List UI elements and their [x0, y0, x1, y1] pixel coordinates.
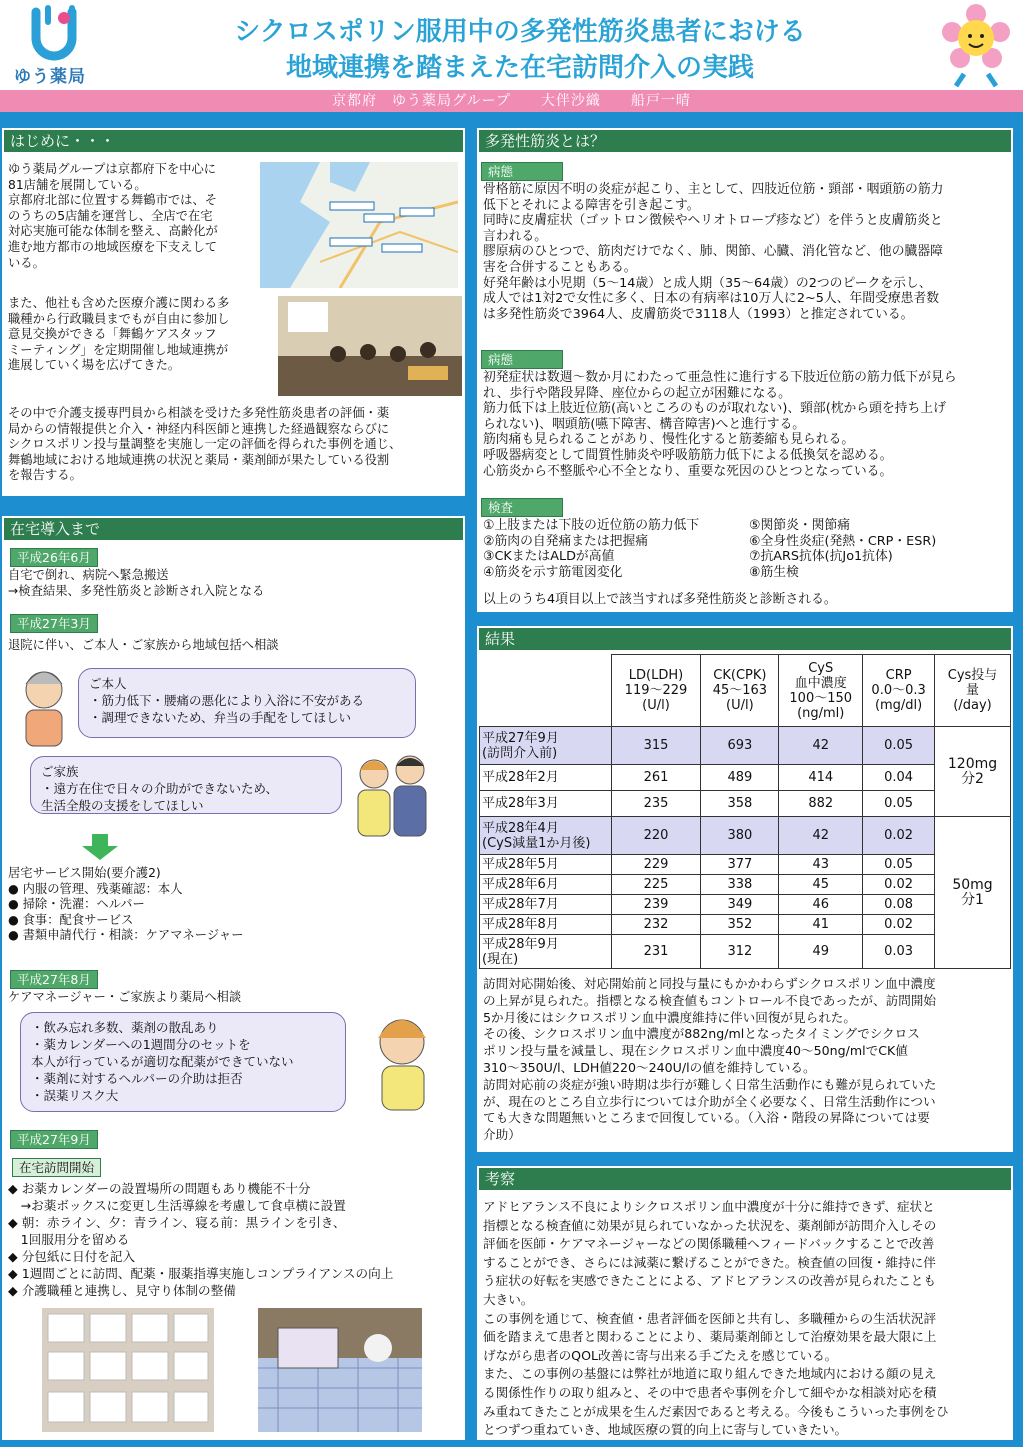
bubble-item: ・筋力低下・腰痛の悪化により入浴に不安がある [89, 693, 365, 708]
poster-header [0, 0, 1023, 92]
text-line: 好発年齢は小児期（5～14歳）と成人期（35～64歳）の2つのピークを示し、 [483, 275, 932, 291]
visit-start-tag: 在宅訪問開始 [12, 1158, 101, 1177]
cell-crp: 0.08 [863, 895, 935, 915]
text-line: げながら患者のQOL改善に寄与出来る手ごたえを感じている。 [483, 1347, 838, 1363]
text-line: 評価を医師・ケアマネージャーなどの関係職種へフィードバックすることで改善 [483, 1236, 935, 1252]
cell-cys: 46 [779, 895, 863, 915]
cell-crp: 0.05 [863, 855, 935, 875]
header-ck [701, 655, 779, 727]
text-line: 筋力低下は上肢近位筋(高いところのものが取れない)、頸部(枕から頭を持ち上げ [483, 401, 946, 417]
text-line: が、現在のところ自立歩行については介助が全く必要なく、日常生活動作につい [483, 1093, 936, 1109]
cell-cys: 45 [779, 875, 863, 895]
results-heading: 結果 [477, 626, 1013, 652]
bubble-item: ・薬剤に対するヘルパーの介助は拒否 [31, 1071, 243, 1086]
h: LD(LDH) [628, 668, 684, 683]
table-header-row [480, 655, 1011, 727]
h: CK(CPK) [713, 668, 767, 683]
text-line: とつずつ重ねていき、地域医療の質的向上に寄与していきたい。 [483, 1422, 848, 1438]
text-line: 意見交換ができる「舞鶴ケアスタッフ [8, 327, 217, 342]
visit-item: ◆ 介護職種と連携し、見守り体制の整備 [8, 1283, 236, 1298]
d3-text: ケアマネージャー・ご家族より薬局へ相談 [8, 990, 242, 1004]
text-line: 京都府北部に位置する舞鶴市では、そ [8, 193, 218, 208]
d: 分2 [961, 770, 984, 787]
text-line: み重ねてきたことが成果を生んだ素因であると考える。今後もこういった事例をひ [483, 1403, 949, 1419]
cell-ld: 235 [611, 791, 701, 817]
text-line: ポリン投与量を減量し、現在シクロスポリン血中濃度40～50ng/mlでCK値 [483, 1043, 908, 1059]
table-row [480, 855, 1011, 875]
header-crp [863, 655, 935, 727]
cell-crp: 0.02 [863, 875, 935, 895]
visit-item: 1回服用分を留める [8, 1232, 130, 1247]
text-line: 言われる。 [483, 228, 547, 244]
text-line: ても大きな問題無いところまで回復している。（入浴・階段の昇降については要 [483, 1110, 930, 1126]
cell-ld: 220 [611, 817, 701, 855]
text-line: することができ、さらには減薬に繋げることができた。検査値の回復・維持に伴 [483, 1254, 936, 1270]
cell-cys: 42 [779, 817, 863, 855]
row-label: 平成28年7月 [480, 895, 612, 915]
text-line: →検査結果、多発性筋炎と診断され入院となる [8, 583, 265, 598]
text-line: る関係性作りの取り組みと、その中で患者や事例を介して細やかな相談対応を積 [483, 1384, 937, 1400]
text-line: 進む地方都市の地域医療を下支えして [8, 239, 218, 254]
date-2015-09: 平成27年9月 [10, 1130, 98, 1149]
title-line-1: シクロスポリン服用中の多発性筋炎患者における [234, 17, 806, 47]
text-line: 初発症状は数週～数か月にわたって亜急性に進行する下肢近位筋の筋力低下が見ら [483, 370, 957, 385]
h: Cys投与 [947, 668, 998, 683]
cell-crp: 0.04 [863, 765, 935, 791]
patient-bubble [78, 668, 416, 738]
table-row [480, 895, 1011, 915]
down-arrow-icon [82, 834, 118, 860]
meeting-photo [278, 296, 462, 396]
results-table [479, 654, 1011, 969]
bubble-item: ・遠方在住で日々の介助ができないため、 [41, 781, 279, 796]
text-line: 指標となる検査値に効果が見られていなかった状況を、薬剤師が訪問介入しその [483, 1217, 937, 1233]
worried-woman-icon [368, 1012, 438, 1112]
service-item: ● 内服の管理、残薬確認：本人 [8, 881, 183, 896]
table-row [480, 935, 1011, 969]
logo-text: ゆう薬局 [14, 67, 86, 87]
cell-crp: 0.02 [863, 915, 935, 935]
family-bubble [30, 756, 342, 814]
text-line: 舞鶴地域における地域連携の状況と薬局・薬剤師が果たしている役割 [8, 452, 390, 467]
row-label: 平成28年2月 [480, 765, 612, 791]
visit-item: ◆ お薬カレンダーの設置場所の問題もあり機能不十分 [8, 1181, 311, 1196]
cell-crp: 0.03 [863, 935, 935, 969]
cell-ck: 312 [701, 935, 779, 969]
l: 平成28年4月 [482, 820, 559, 836]
dose-cell-2 [935, 817, 1011, 969]
l: (訪問介入前) [482, 745, 558, 761]
l: (現在) [482, 951, 519, 967]
visit-item: ◆ 朝：赤ライン、夕：青ライン、寝る前：黒ラインを引き、 [8, 1215, 346, 1230]
text-line: う症状の好転を実感できたことによる、アドヒアランスの改善が見られたことも [483, 1273, 936, 1289]
exam-note: 以上のうち4項目以上で該当すれば多発性筋炎と診断される。 [483, 592, 837, 607]
text-line: ミーティング」を定期開催し地域連携が [8, 342, 229, 357]
bubble-item: ・飲み忘れ多数、薬剤の散乱あり [31, 1020, 219, 1035]
intro-p2 [8, 296, 273, 374]
exam-tag: 検査 [481, 498, 563, 517]
table-row [480, 727, 1011, 765]
medicine-box-photo [258, 1308, 422, 1432]
text-line: は多発性筋炎で3964人、皮膚筋炎で3118人（1993）と推定されている。 [483, 306, 914, 322]
exam-item: ③CKまたはALDが高値 [483, 549, 615, 565]
text-line: 大きい。 [483, 1291, 534, 1307]
exam-item: ⑥全身性炎症(発熱・CRP・ESR) [749, 533, 937, 549]
pharmacy-consult-bubble [20, 1012, 346, 1112]
text-line: 膠原病のひとつで、筋肉だけでなく、肺、関節、心臓、消化管など、他の臓器障 [483, 244, 943, 260]
discussion-panel [477, 1166, 1013, 1440]
text-line: 81店舗を展開している。 [8, 177, 147, 192]
table-row [480, 915, 1011, 935]
flower-mascot-icon [940, 4, 1012, 88]
row-label [480, 935, 612, 969]
table-row [480, 817, 1011, 855]
text-line: 低下とそれによる障害を引き起こす。 [483, 197, 700, 213]
text-line: 訪問対応前の炎症が強い時期は歩行が難しく日常生活動作にも難が見られていた [483, 1076, 937, 1092]
text-line: その後、シクロスポリン血中濃度が882ng/mlとなったタイミングでシクロス [483, 1026, 920, 1042]
visit-item: ◆ 1週間ごとに訪問、配薬・服薬指導実施しコンプライアンスの向上 [8, 1266, 394, 1281]
text-line: いる。 [8, 255, 45, 270]
h: 119～229 [624, 683, 688, 698]
cell-ld: 231 [611, 935, 701, 969]
bubble-item: ・薬カレンダーへの1週間分のセットを [31, 1037, 251, 1052]
row-label: 平成28年8月 [480, 915, 612, 935]
l: (CyS減量1か月後) [482, 835, 591, 851]
text-line: の上昇が見られた。指標となる検査値もコントロール不良であったが、訪問開始 [483, 992, 936, 1008]
d: 120mg [947, 755, 998, 772]
cell-ld: 225 [611, 875, 701, 895]
h: (mg/dl) [874, 698, 923, 713]
cell-ck: 693 [701, 727, 779, 765]
disease-panel [477, 128, 1013, 612]
cell-ld: 229 [611, 855, 701, 875]
text-line: 進展していく場を広げてきた。 [8, 358, 181, 373]
text-line: 局からの情報提供と介入・神経内科医師と連携した経過観察ならびに [8, 421, 390, 436]
table-row [480, 765, 1011, 791]
h: CRP [885, 668, 912, 683]
h: 量 [966, 683, 980, 698]
text-line: 価を踏まえて患者と関わることにより、薬局薬剤師として治療効果を最大限に上 [483, 1329, 937, 1345]
h: (U/l) [726, 698, 754, 713]
text-line: 害を合併することもある。 [483, 259, 637, 275]
disease-heading: 多発性筋炎とは？ [477, 128, 1013, 154]
cell-cys: 882 [779, 791, 863, 817]
h: 0.0～0.3 [871, 683, 926, 698]
discussion-text [483, 1198, 1007, 1440]
pathology-text-2 [483, 370, 1007, 479]
text-line: アドヒアランス不良によりシクロスポリン血中濃度が十分に維持できず、症状と [483, 1199, 935, 1214]
bubble-item: ・調理できないため、弁当の手配をしてほしい [89, 710, 352, 725]
results-panel [477, 626, 1013, 1152]
family-couple-icon [348, 754, 440, 840]
cell-cys: 43 [779, 855, 863, 875]
results-text [483, 976, 1007, 1144]
visit-item: →お薬ボックスに変更し生活導線を考慮して食卓横に設置 [8, 1198, 346, 1213]
h: 45～163 [712, 683, 768, 698]
dose-cell-1 [935, 727, 1011, 817]
text-line: 骨格筋に原因不明の炎症が起こり、主として、四肢近位筋・頸部・咽頭筋の筋力 [483, 182, 944, 197]
h: (/day) [953, 698, 992, 713]
table-corner [480, 655, 612, 727]
date-2015-03: 平成27年3月 [10, 614, 98, 633]
exam-item: ②筋肉の自発痛または把握痛 [483, 533, 649, 549]
exam-right [749, 518, 999, 580]
table-row [480, 875, 1011, 895]
exam-item: ⑧筋生検 [749, 564, 799, 580]
text-line: 訪問対応開始後、対応開始前と同投与量にもかかわらずシクロスポリン血中濃度 [483, 976, 936, 991]
text-line: を報告する。 [8, 468, 82, 483]
intro-p3 [8, 406, 459, 484]
discussion-heading: 考察 [477, 1166, 1013, 1192]
text-line: この事例を通じて、検査値・患者評価を医師と共有し、多職種からの生活状況評 [483, 1310, 937, 1326]
row-label: 平成28年5月 [480, 855, 612, 875]
service-title: 居宅サービス開始(要介護2) [8, 866, 161, 880]
bubble-item: ・誤薬リスク大 [31, 1088, 119, 1103]
cell-ck: 358 [701, 791, 779, 817]
l: 平成27年9月 [482, 730, 559, 746]
exam-item: ①上肢または下肢の近位筋の筋力低下 [483, 518, 700, 533]
d2-text: 退院に伴い、ご本人・ご家族から地域包括へ相談 [8, 638, 279, 652]
text-line: 介助） [483, 1127, 521, 1143]
cell-crp: 0.05 [863, 727, 935, 765]
home-intro-panel [2, 516, 465, 1440]
map-image [260, 162, 458, 288]
h: (U/l) [642, 698, 670, 713]
d: 50mg [952, 876, 993, 893]
h: (ng/ml) [797, 705, 845, 721]
header-ld [611, 655, 701, 727]
cell-ld: 232 [611, 915, 701, 935]
cell-cys: 414 [779, 765, 863, 791]
row-label [480, 727, 612, 765]
service-item: ● 書類申請代行・相談：ケアマネージャー [8, 928, 244, 943]
pathology-tag-2: 病態 [481, 350, 563, 369]
cell-ck: 338 [701, 875, 779, 895]
cell-crp: 0.02 [863, 817, 935, 855]
home-intro-heading: 在宅導入まで [2, 516, 465, 542]
service-list [8, 866, 459, 944]
cell-ck: 377 [701, 855, 779, 875]
text-line: また、この事例の基盤には弊社が地道に取り組んできた地域内における顔の見え [483, 1366, 937, 1382]
cell-ld: 261 [611, 765, 701, 791]
intro-panel [2, 128, 465, 496]
text-line: 同時に皮膚症状（ゴットロン徴候やヘリオトロープ疹など）を伴うと皮膚筋炎と [483, 213, 943, 229]
cell-crp: 0.05 [863, 791, 935, 817]
title-line-2: 地域連携を踏まえた在宅訪問介入の実践 [285, 53, 754, 83]
service-item: ● 掃除・洗濯：ヘルパー [8, 897, 145, 912]
exam-item: ④筋炎を示す筋電図変化 [483, 564, 623, 580]
medicine-packets-photo [42, 1308, 214, 1432]
row-label [480, 817, 612, 855]
cell-cys: 49 [779, 935, 863, 969]
d1-text [8, 568, 459, 599]
header-dose [935, 655, 1011, 727]
intro-heading: はじめに・・・ [2, 128, 465, 154]
table-row [480, 791, 1011, 817]
visit-item: ◆ 分包紙に日付を記入 [8, 1249, 136, 1264]
service-item: ● 食事：配食サービス [8, 912, 134, 927]
bubble-title: ご本人 [89, 676, 127, 691]
l: 平成28年9月 [482, 936, 559, 952]
text-line: のうちの5店舗を運営し、全店で在宅 [8, 208, 213, 223]
bubble-item: 本人が行っているが適切な配薬ができていない [31, 1054, 294, 1069]
d: 分1 [961, 891, 984, 908]
text-line: られない)、咽頭筋(嚥下障害、構音障害)へと進行する。 [483, 416, 806, 432]
exam-item: ⑦抗ARS抗体(抗Jo1抗体) [749, 549, 893, 565]
poster-title [150, 14, 890, 86]
text-line: その中で介護支援専門員から相談を受けた多発性筋炎患者の評価・薬 [8, 406, 390, 420]
intro-p1 [8, 162, 258, 271]
h: CyS [808, 660, 834, 676]
text-line: 自宅で倒れ、病院へ緊急搬送 [8, 568, 169, 582]
date-2015-08: 平成27年8月 [10, 970, 98, 989]
cell-cys: 41 [779, 915, 863, 935]
date-2014-06: 平成26年6月 [10, 548, 98, 567]
authors-bar: 京都府 ゆう薬局グループ 大伴沙織 船戸一晴 [0, 90, 1023, 112]
cell-ld: 239 [611, 895, 701, 915]
visit-list [8, 1180, 459, 1299]
text-line: 呼吸器病変として間質性肺炎や呼吸筋筋力低下による低換気を認める。 [483, 447, 893, 463]
text-line: 筋肉痛も見られることがあり、慢性化すると筋萎縮も見られる。 [483, 432, 855, 448]
cell-ck: 352 [701, 915, 779, 935]
pathology-tag-1: 病態 [481, 162, 563, 181]
row-label: 平成28年3月 [480, 791, 612, 817]
cell-ck: 349 [701, 895, 779, 915]
text-line: 5か月後にはシクロスポリン血中濃度維持に伴い回復が見られた。 [483, 1009, 856, 1025]
text-line: 対応実施可能な体制を整え、高齢化が [8, 224, 218, 239]
bubble-item: 生活全般の支援をしてほしい [41, 798, 204, 813]
row-label: 平成28年6月 [480, 875, 612, 895]
text-line: 心筋炎から不整脈や心不全となり、重要な死因のひとつとなっている。 [483, 463, 893, 479]
header-cys [779, 655, 863, 727]
h: 100～150 [789, 690, 853, 706]
text-line: 職種から行政職員までもが自由に参加し [8, 311, 230, 326]
text-line: また、他社も含めた医療介護に関わる多 [8, 296, 230, 310]
cell-ck: 380 [701, 817, 779, 855]
cell-ck: 489 [701, 765, 779, 791]
elderly-woman-icon [16, 668, 74, 748]
h: 血中濃度 [794, 675, 847, 691]
cell-ld: 315 [611, 727, 701, 765]
text-line: 310～350U/l、LDH値220～240U/lの値を維持している。 [483, 1059, 816, 1075]
exam-item: ⑤関節炎・関節痛 [749, 518, 851, 533]
bubble-title: ご家族 [41, 764, 79, 779]
pathology-text-1 [483, 182, 1007, 322]
cell-cys: 42 [779, 727, 863, 765]
exam-left [483, 518, 753, 580]
text-line: シクロスポリン投与量調整を実施し一定の評価を得られた事例を通じ、 [8, 437, 402, 452]
text-line: ゆう薬局グループは京都府下を中心に [8, 162, 217, 176]
text-line: 成人では1対2で女性に多く、日本の有病率は10万人に2~5人、年間受療患者数 [483, 291, 940, 307]
text-line: れ、歩行や階段昇降、座位からの起立が困難になる。 [483, 385, 791, 401]
